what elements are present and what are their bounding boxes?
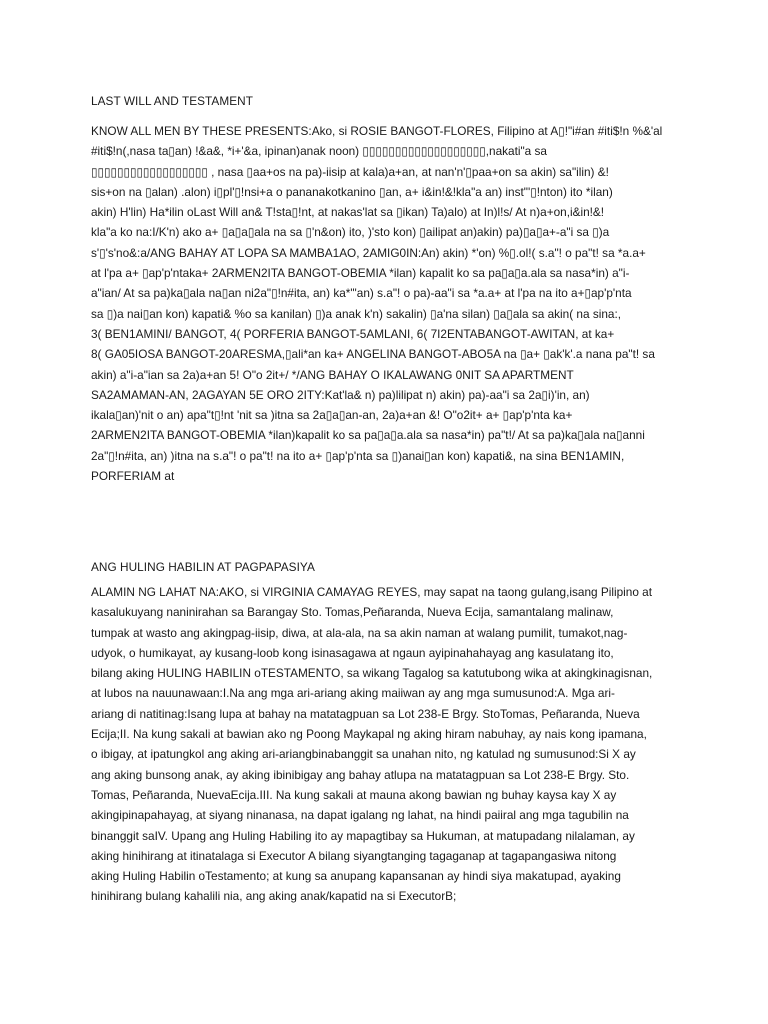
text-line: binanggit saIV. Upang ang Huling Habiling ito ay mapagtibay sa Hukuman, at matupadang nilalaman, ay — [91, 828, 635, 843]
text-line: sa ▯)a nai▯an kon) kapati& %o sa kanilan) ▯)a anak k'n) sakalin) ▯a'na silan) ▯a▯ala sa akin( na sina:, — [91, 306, 622, 321]
heading-last-will: LAST WILL AND TESTAMENT — [91, 94, 253, 108]
heading-huling-habilin: ANG HULING HABILIN AT PAGPAPASIYA — [91, 560, 315, 574]
text-line: PORFERIAM at — [91, 469, 175, 484]
text-line: ALAMIN NG LAHAT NA:AKO, si VIRGINIA CAMAYAG REYES, may sapat na taong gulang,isang Pilipino at — [91, 585, 653, 599]
text-line: KNOW ALL MEN BY THESE PRESENTS:Ako, si ROSIE BANGOT-FLORES, Filipino at A▯!"i#an #iti$!n %&'al — [91, 124, 663, 138]
text-line: at lubos na nauunawaan:I.Na ang mga ari-ariang aking maiiwan ay ang mga sumusunod:A. Mga ari- — [91, 686, 615, 701]
paragraph-huling-habilin — [91, 582, 691, 907]
text-line: ang aking bunsong anak, ay aking ibinibigay ang bahay atlupa na matatagpuan sa Lot 238-E Brgy. Sto. — [91, 767, 630, 782]
text-line: 2a"▯!n#ita, an) )itna na s.a"! o pa"t! na ito a+ ▯ap'p'nta sa ▯)anai▯an kon) kapati&, na sina BEN1AMIN, — [91, 448, 625, 463]
text-line: ikala▯an)'nit o an) apa"t▯!nt 'nit sa )itna sa 2a▯a▯an-an, 2a)a+an &! O"o2it+ a+ ▯ap'p'nta ka+ — [91, 408, 573, 423]
text-line: aking Huling Habilin oTestamento; at kung sa anupang kapansanan ay hindi siya makatupad, ayaking — [91, 869, 621, 884]
text-line: tumpak at wasto ang akingpag-iisip, diwa, at ala-ala, na sa akin naman at walang pumilit, tumakot,nag- — [91, 625, 628, 640]
text-line: aking hinihirang at itinatalaga si Executor A bilang siyangtanging tagaganap at tagapangasiwa nitong — [91, 848, 617, 863]
text-line: s'▯'s'no&:a/ANG BAHAY AT LOPA SA MAMBA1AO, 2AMIG0IN:An) akin) *'on) %▯.ol!( s.a"! o pa"t! sa *a.a+ — [91, 245, 646, 260]
text-line: akin) H'lin) Ha*ilin oLast Will an& T!sta▯!nt, at nakas'lat sa ▯ikan) Ta)alo) at In)l!s/ At n)a+on,i&in!&! — [91, 205, 605, 220]
text-line: 8( GA05IOSA BANGOT-20ARESMA,▯ali*an ka+ ANGELINA BANGOT-ABO5A na ▯a+ ▯ak'k'.a nana pa"t! sa — [91, 347, 655, 362]
text-line: sis+on na ▯alan) .alon) i▯pl'▯!nsi+a o pananakotkanino ▯an, a+ i&in!&!kla"a an) inst"'▯!nton) ito *ilan) — [91, 184, 613, 199]
text-line: akingipinapahayag, at siyang ninanasa, na dapat igalang ng lahat, na hindi paiiral ang mga tagubilin na — [91, 808, 629, 823]
text-line: ▯▯▯▯▯▯▯▯▯▯▯▯▯▯▯▯▯▯ , nasa ▯aa+os na pa)-iisip at kala)a+an, at nan'n'▯paa+on sa akin) sa"ilin) &! — [91, 164, 609, 179]
text-line: udyok, o humikayat, ay kusang-loob kong isinasagawa at ngaun ayipinahahayag ang kasulatang ito, — [91, 645, 614, 660]
paragraph-last-will — [91, 121, 691, 486]
text-line: SA2AMAMAN-AN, 2AGAYAN 5E ORO 2ITY:Kat'la& n) pa)lilipat n) akin) pa)-aa"i sa 2a▯i)'in, an) — [91, 387, 590, 402]
text-line: hinihirang bulang kahalili nia, ang aking anak/kapatid na si ExecutorB; — [91, 889, 457, 904]
text-line: o ibigay, at ipatungkol ang aking ari-ariangbinabanggit sa unahan nito, ng katulad ng sumusunod:Si X ay — [91, 747, 636, 762]
text-line: kasalukuyang naninirahan sa Barangay Sto. Tomas,Peñaranda, Nueva Ecija, samantalang malinaw, — [91, 605, 614, 620]
text-line: a"ian/ At sa pa)ka▯ala na▯an ni2a"▯!n#ita, an) ka*"'an) s.a"! o pa)-aa"i sa *a.a+ at l'pa na ito a+▯ap'p'nta — [91, 286, 632, 301]
text-line: #iti$!n(,nasa ta▯an) !&a&, *i+'&a, ipinan)anak noon) ▯▯▯▯▯▯▯▯▯▯▯▯▯▯▯▯▯▯▯,nakati"a sa — [91, 144, 547, 159]
text-line: 3( BEN1AMINI/ BANGOT, 4( PORFERIA BANGOT-5AMLANI, 6( 7I2ENTABANGOT-AWITAN, at ka+ — [91, 326, 615, 341]
text-line: Tomas, Peñaranda, NuevaEcija.III. Na kung sakali at mauna akong bawian ng buhay kaysa kay X ay — [91, 787, 617, 802]
text-line: Ecija;II. Na kung sakali at bawian ako ng Poong Maykapal ng aking hiram nabuhay, ay nais kong ipamana, — [91, 727, 647, 742]
text-line: bilang aking HULING HABILIN oTESTAMENTO, sa wikang Tagalog sa katutubong wika at akingkinagisnan, — [91, 666, 653, 681]
text-line: ariang di natitinag:Isang lupa at bahay na matatagpuan sa Lot 238-E Brgy. StoTomas, Peñaranda, Nueva — [91, 706, 640, 721]
text-line: at l'pa a+ ▯ap'p'ntaka+ 2ARMEN2ITA BANGOT-OBEMIA *ilan) kapalit ko sa pa▯a▯a.ala sa nasa*in) a"i- — [91, 266, 630, 281]
text-line: 2ARMEN2ITA BANGOT-OBEMIA *ilan)kapalit ko sa pa▯a▯a.ala sa nasa*in) pa"t!/ At sa pa)ka▯ala na▯anni — [91, 428, 645, 443]
text-line: akin) a"i-a"ian sa 2a)a+an 5! O"o 2it+/ */ANG BAHAY O IKALAWANG 0NIT SA APARTMENT — [91, 367, 574, 382]
text-line: kla"a ko na:I/K'n) ako a+ ▯a▯a▯ala na sa ▯'n&on) ito, )'sto kon) ▯ailipat an)akin) pa)▯a▯a+-a"i sa ▯)a — [91, 225, 610, 240]
